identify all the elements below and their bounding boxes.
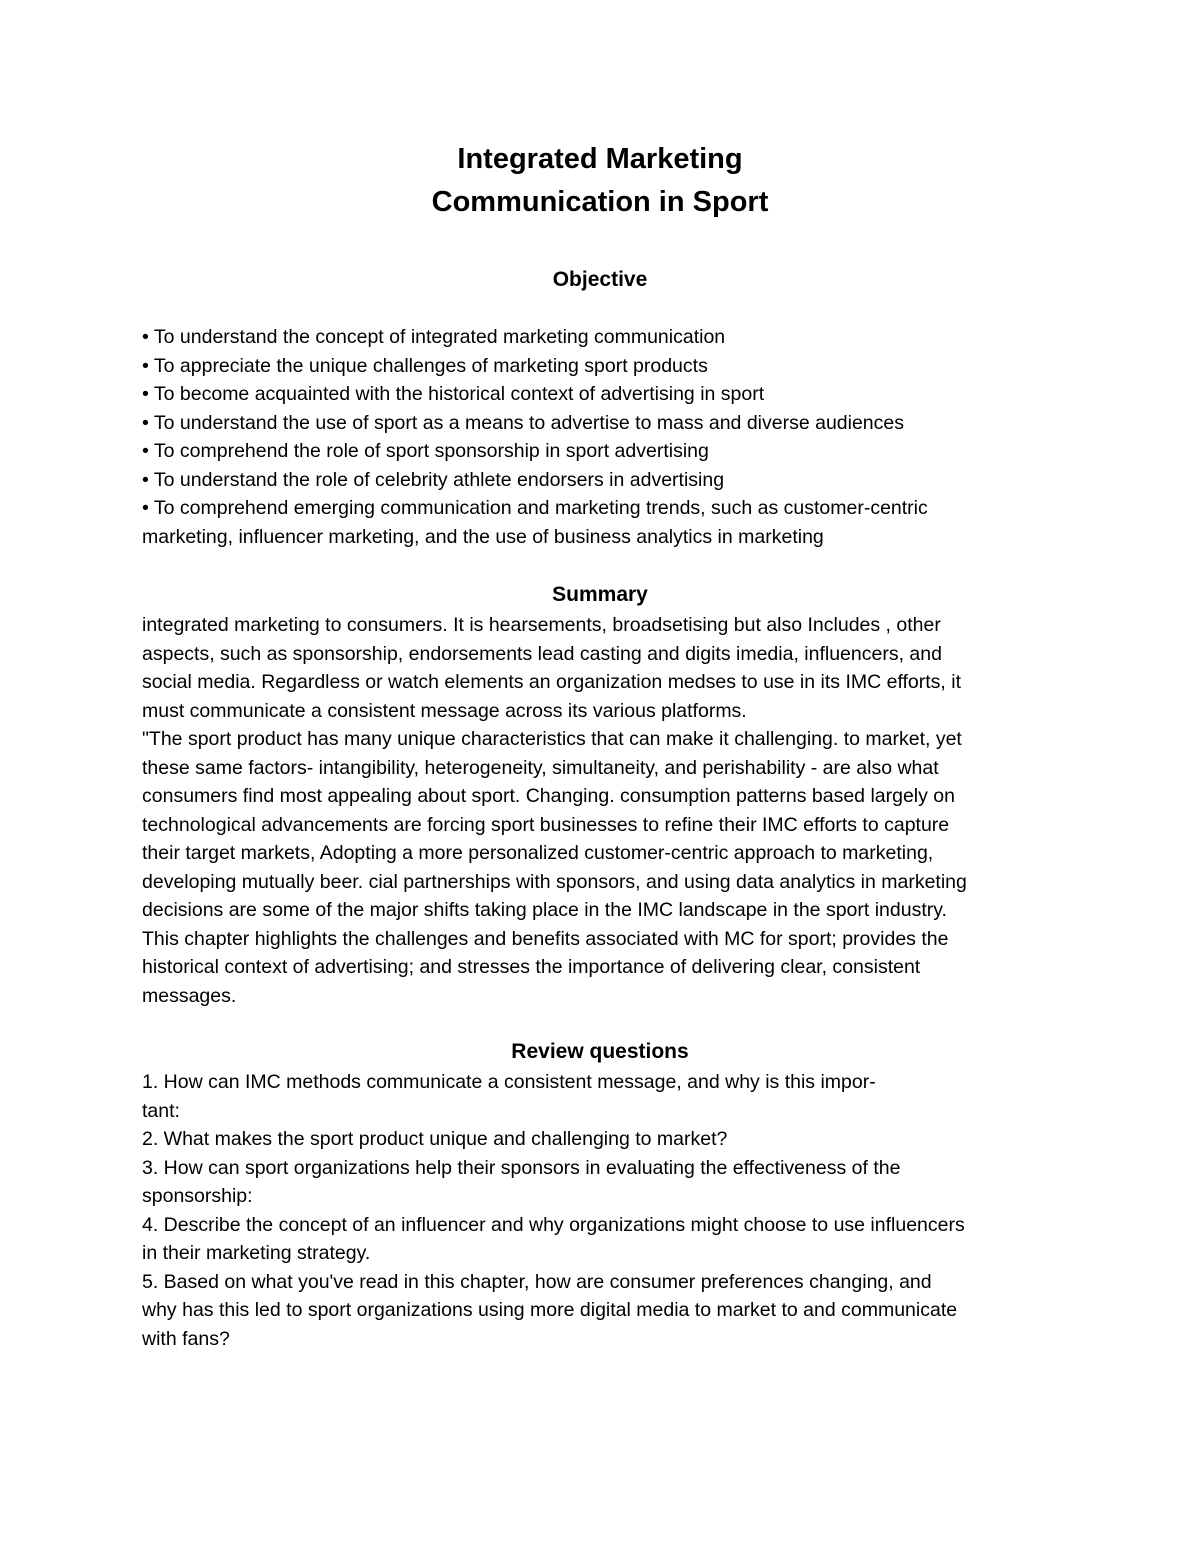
summary-line: their target markets, Adopting a more personalized customer-centric approach to marketing, [142,842,934,864]
summary-line: This chapter highlights the challenges and benefits associated with MC for sport; provides the [142,927,949,950]
objective-item: • To comprehend the role of sport sponsorship in sport advertising [142,440,709,462]
summary-line: historical context of advertising; and stresses the importance of delivering clear, consistent [142,956,921,978]
objective-item-continuation: marketing, influencer marketing, and the use of business analytics in marketing [142,525,824,548]
objective-item: • To understand the role of celebrity athlete endorsers in advertising [142,468,725,491]
summary-line: decisions are some of the major shifts taking place in the IMC landscape in the sport industry. [142,899,947,921]
objective-list [142,323,1062,551]
summary-line: aspects, such as sponsorship, endorsements lead casting and digits imedia, influencers, and [142,642,942,665]
title-line: Integrated Marketing [457,143,743,175]
summary-line: social media. Regardless or watch elements an organization medses to use in its IMC efforts, it [142,671,962,693]
review-question-line: sponsorship: [142,1185,253,1207]
summary-line: these same factors- intangibility, heterogeneity, simultaneity, and perishability - are also what [142,756,939,779]
objective-item: • To appreciate the unique challenges of marketing sport products [142,354,708,377]
summary-line: integrated marketing to consumers. It is hearsements, broadsetising but also Includes , other [142,614,941,636]
review-question-line: 2. What makes the sport product unique and challenging to market? [142,1128,728,1150]
summary-line: consumers find most appealing about sport. Changing. consumption patterns based largely on [142,785,955,807]
summary-heading: Summary [552,583,648,606]
review-questions-list [142,1068,1062,1353]
review-questions-heading: Review questions [511,1040,689,1063]
objective-heading: Objective [552,268,648,291]
summary-line: "The sport product has many unique characteristics that can make it challenging. to market, yet [142,728,962,750]
review-question-line: in their marketing strategy. [142,1242,371,1264]
review-question-line: 4. Describe the concept of an influencer and why organizations might choose to use influencers [142,1213,965,1236]
review-question-line: 1. How can IMC methods communicate a consistent message, and why is this impor- [142,1071,876,1093]
summary-line: messages. [142,984,237,1007]
review-question-line: 3. How can sport organizations help their sponsors in evaluating the effectiveness of the [142,1156,901,1179]
summary-line: must communicate a consistent message across its various platforms. [142,699,747,722]
review-question-line: 5. Based on what you've read in this chapter, how are consumer preferences changing, and [142,1270,932,1293]
review-question-line: with fans? [142,1327,230,1350]
objective-item: • To understand the concept of integrated marketing communication [142,326,726,348]
review-question-line: why has this led to sport organizations using more digital media to market to and communicate [142,1299,958,1321]
summary-line: developing mutually beer. cial partnerships with sponsors, and using data analytics in marketing [142,870,967,893]
objective-item: • To understand the use of sport as a means to advertise to mass and diverse audiences [142,411,904,434]
summary-line: technological advancements are forcing sport businesses to refine their IMC efforts to capture [142,813,950,836]
document-title [0,138,1200,224]
objective-item: • To comprehend emerging communication and marketing trends, such as customer-centric [142,497,928,519]
objective-item: • To become acquainted with the historical context of advertising in sport [142,383,765,405]
title-line: Communication in Sport [431,186,769,218]
summary-paragraph [142,611,1062,1010]
review-question-line: tant: [142,1099,180,1122]
